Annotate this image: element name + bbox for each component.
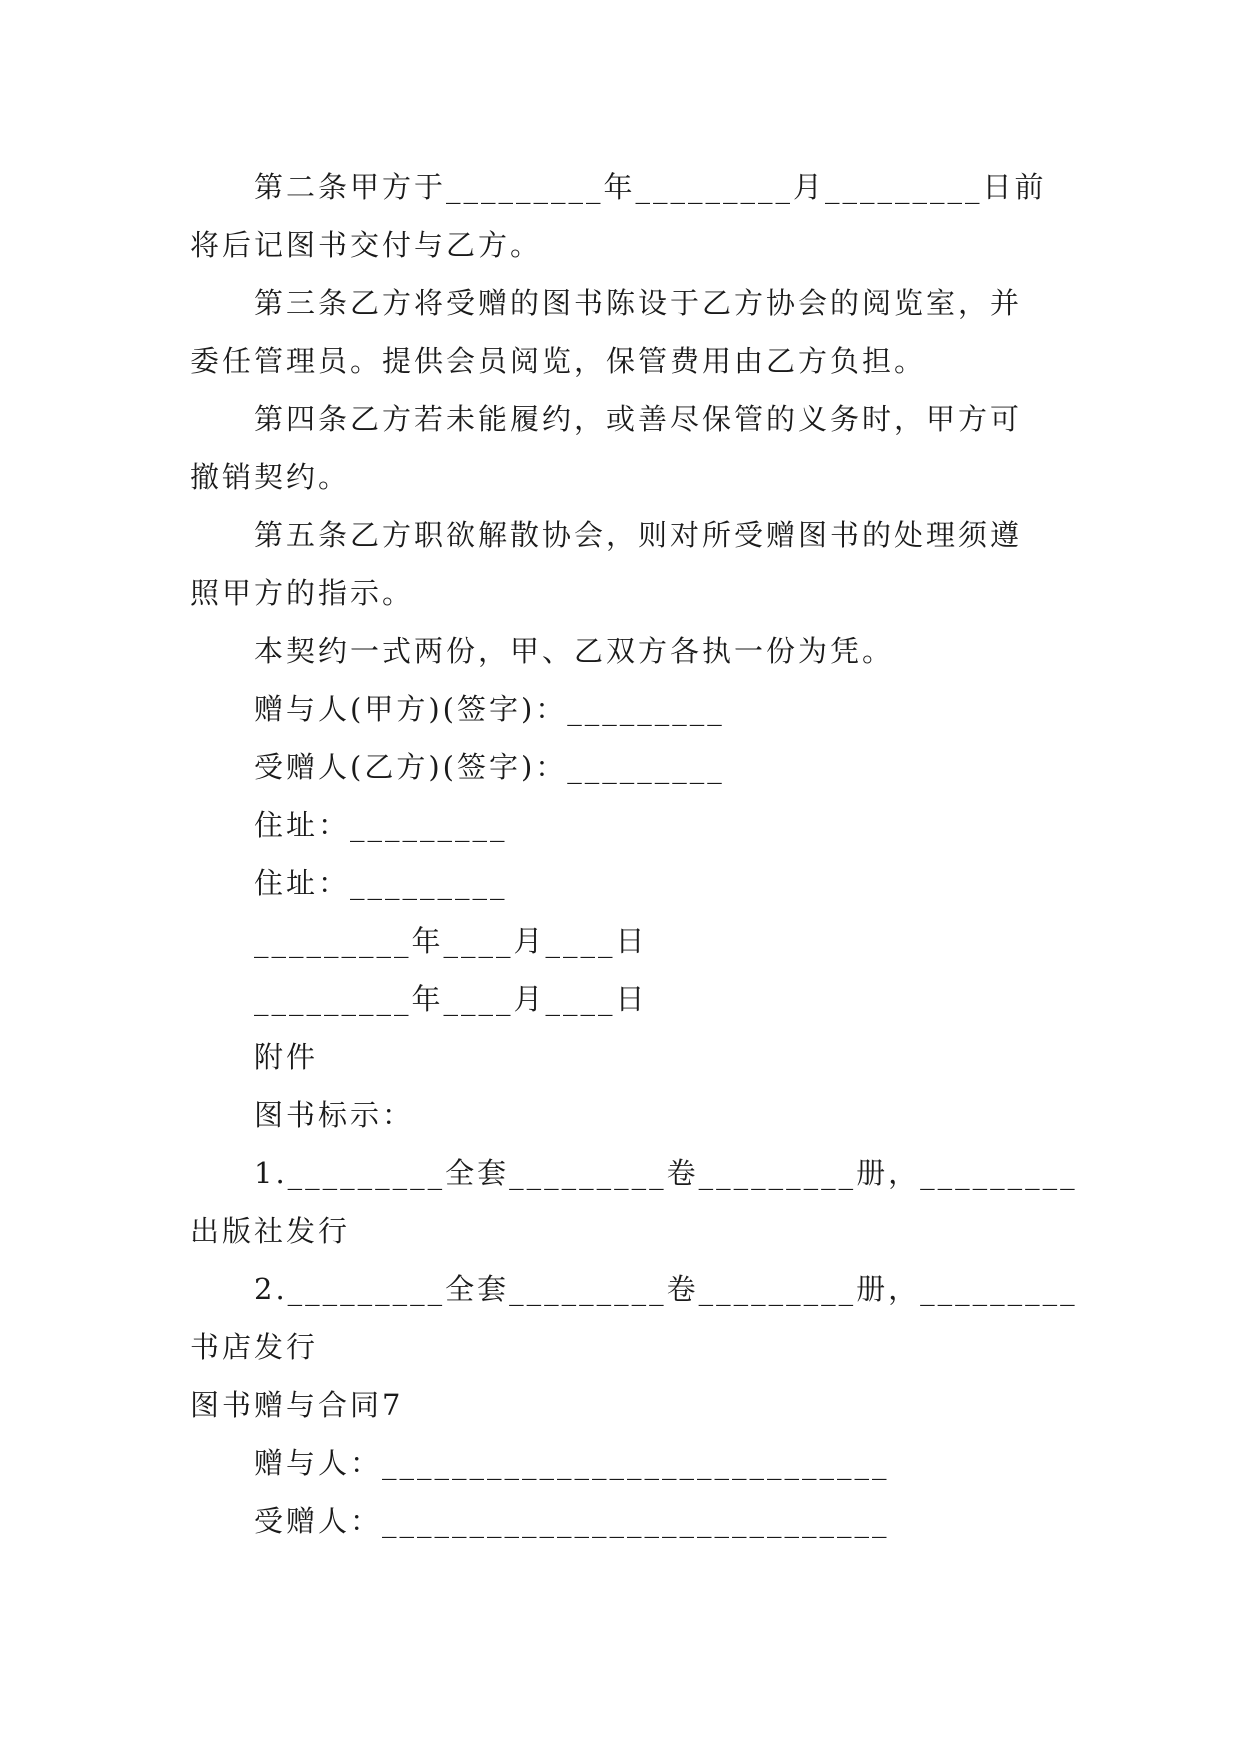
clause-2-line-2: 将后记图书交付与乙方。 [190,228,543,262]
contract-7-recipient-field: 受赠人：_____________________________ [254,1504,890,1538]
clause-3-line-1: 第三条乙方将受赠的图书陈设于乙方协会的阅览室，并 [254,286,1023,320]
clause-4-line-1: 第四条乙方若未能履约，或善尽保管的义务时，甲方可 [254,402,1023,436]
recipient-signature-field: 受赠人(乙方)(签字)：_________ [254,750,725,784]
address-field-1: 住址：_________ [254,808,508,842]
book-item-2-line-2: 书店发行 [190,1330,319,1364]
copies-statement: 本契约一式两份，甲、乙双方各执一份为凭。 [254,634,895,668]
clause-3-line-2: 委任管理员。提供会员阅览，保管费用由乙方负担。 [190,344,927,378]
book-listing-heading: 图书标示： [254,1098,415,1132]
donor-signature-field: 赠与人(甲方)(签字)：_________ [254,692,725,726]
book-item-1-line-2: 出版社发行 [190,1214,351,1248]
date-field-2: _________年____月____日 [254,982,648,1016]
clause-5-line-1: 第五条乙方职欲解散协会，则对所受赠图书的处理须遵 [254,518,1023,552]
contract-7-title: 图书赠与合同7 [190,1388,404,1422]
address-field-2: 住址：_________ [254,866,508,900]
book-item-2-line-1: 2._________全套_________卷_________册，_________ [254,1272,1078,1306]
document-body [190,158,1078,1550]
book-item-1-line-1: 1._________全套_________卷_________册，_________ [254,1156,1078,1190]
clause-2-line-1: 第二条甲方于_________年_________月_________日前 [254,170,1047,204]
attachment-heading: 附件 [254,1040,319,1074]
contract-7-donor-field: 赠与人：_____________________________ [254,1446,890,1480]
clause-4-line-2: 撤销契约。 [190,460,351,494]
clause-5-line-2: 照甲方的指示。 [190,576,415,610]
date-field-1: _________年____月____日 [254,924,648,958]
